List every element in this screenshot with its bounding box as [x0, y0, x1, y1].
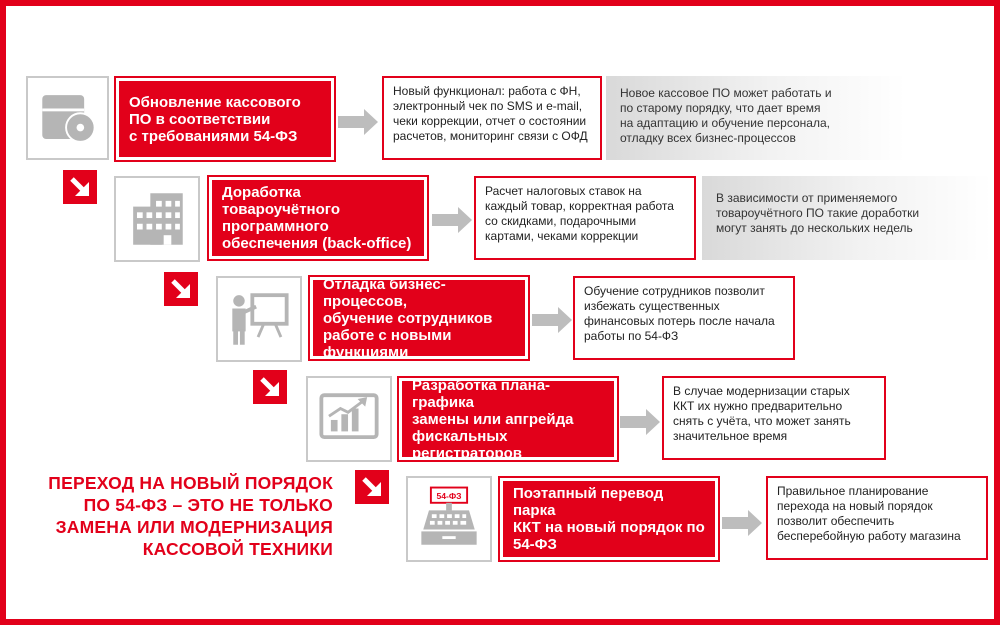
step4-title: Разработка плана-графика замены или апгрейда фискальных регистраторов	[399, 378, 617, 460]
step3-detail: Обучение сотрудников позволит избежать существенных финансовых потерь после начала работы по 54-ФЗ	[573, 276, 795, 360]
presentation-training-icon	[218, 278, 300, 360]
step3-icon-box	[216, 276, 302, 362]
step1-title: Обновление кассового ПО в соответствии с требованиями 54-ФЗ	[116, 78, 334, 160]
step5-arrow	[722, 510, 762, 536]
step5-detail: Правильное планирование перехода на новый порядок позволит обеспечить бесперебойную работу магазина	[766, 476, 988, 560]
step1-icon-box	[26, 76, 109, 160]
conclusion-text: ПЕРЕХОД НА НОВЫЙ ПОРЯДОК ПО 54-ФЗ – ЭТО НЕ ТОЛЬКО ЗАМЕНА ИЛИ МОДЕРНИЗАЦИЯ КАССОВОЙ ТЕХНИКИ	[48, 473, 333, 559]
step1-note: Новое кассовое ПО может работать и по старому порядку, что дает время на адаптацию и обучение персонала, отладку всех бизнес-процессов	[606, 76, 906, 160]
arrow-down-right-icon	[355, 470, 389, 504]
step2-arrow	[432, 207, 472, 233]
step5-title: Поэтапный перевод парка ККТ на новый порядок по 54-ФЗ	[500, 478, 718, 560]
step4-detail: В случае модернизации старых ККТ их нужно предварительно снять с учёта, что может занять значительное время	[662, 376, 886, 460]
arrow-down-right-icon	[164, 272, 198, 306]
step3-arrow	[532, 307, 572, 333]
step4-arrow	[620, 409, 660, 435]
office-building-icon	[116, 178, 198, 260]
cash-register-icon	[408, 478, 490, 560]
step2-note: В зависимости от применяемого товароучётного ПО такие доработки могут занять до нескольких недель	[702, 176, 992, 260]
step2-detail: Расчет налоговых ставок на каждый товар, корректная работа со скидками, подарочными картами, чеками коррекции	[474, 176, 696, 260]
step5-badge	[355, 470, 389, 504]
arrow-down-right-icon	[63, 170, 97, 204]
step3-title: Отладка бизнес-процессов, обучение сотрудников работе с новыми функциями	[310, 277, 528, 359]
step4-icon-box	[306, 376, 392, 462]
growth-chart-icon	[308, 378, 390, 460]
step1-arrow	[338, 109, 378, 135]
software-disc-icon	[28, 78, 107, 158]
step3-badge	[164, 272, 198, 306]
step2-title: Доработка товароучётного программного обеспечения (back-office)	[209, 177, 427, 259]
step2-icon-box	[114, 176, 200, 262]
step1-detail: Новый функционал: работа с ФН, электронный чек по SMS и e-mail, чеки коррекции, отчет о состоянии расчетов, мониторинг связи с ОФД	[382, 76, 602, 160]
register-display-label: 54-ФЗ	[436, 490, 462, 501]
step4-badge	[253, 370, 287, 404]
step2-badge	[63, 170, 97, 204]
arrow-down-right-icon	[253, 370, 287, 404]
step5-icon-box	[406, 476, 492, 562]
